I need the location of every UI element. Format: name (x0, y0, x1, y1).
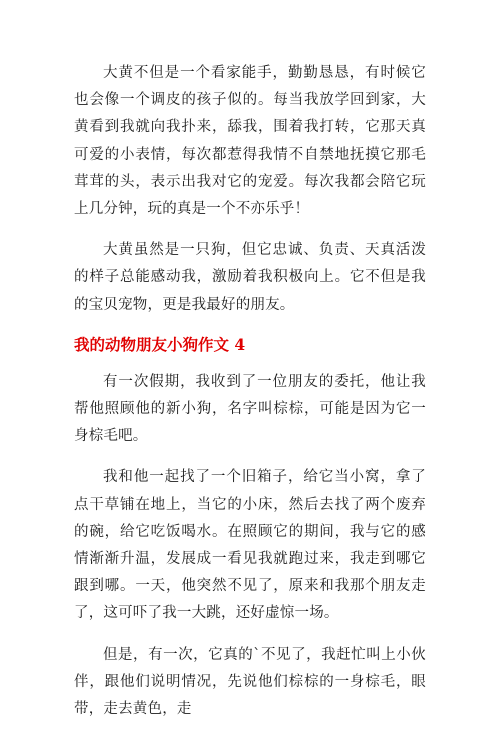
document-body (74, 60, 426, 737)
paragraph-caring-for-dog: 我和他一起找了一个旧箱子，给它当小窝，拿了点干草铺在地上，当它的小床，然后去找了两个废弃的碗，给它吃饭喝水。在照顾它的期间，我与它的感情渐渐升温，发展成一看见我就跑过来，我走到哪它跟到哪。一天，他突然不见了，原来和我那个朋友走了，这可吓了我一大跳，还好虚惊一场。 (74, 469, 426, 622)
paragraph-dahuang-friend: 大黄虽然是一只狗，但它忠诚、负责、天真活泼的样子总能感动我，激励着我积极向上。它不但是我的宝贝宠物，更是我最好的朋友。 (74, 242, 426, 313)
paragraph-dog-missing: 但是，有一次，它真的`不见了，我赶忙叫上小伙伴，跟他们说明情况，先说他们棕棕的一身棕毛，眼带，走去黄色，走 (74, 646, 426, 718)
section-heading: 我的动物朋友小狗作文 4 (74, 334, 246, 354)
paragraph-dahuang-playful: 大黄不但是一个看家能手，勤勤恳恳，有时候它也会像一个调皮的孩子似的。每当我放学回到家，大黄看到我就向我扑来，舔我，围着我打转，它那天真可爱的小表情，每次都惹得我情不自禁地抚摸它那毛茸茸的头，表示出我对它的宠爱。每次我都会陪它玩上几分钟，玩的真是一个不亦乐乎！ (74, 65, 426, 218)
paragraph-holiday-request: 有一次假期，我收到了一位朋友的委托，他让我帮他照顾他的新小狗，名字叫棕棕，可能是因为它一身棕毛吧。 (74, 373, 426, 445)
